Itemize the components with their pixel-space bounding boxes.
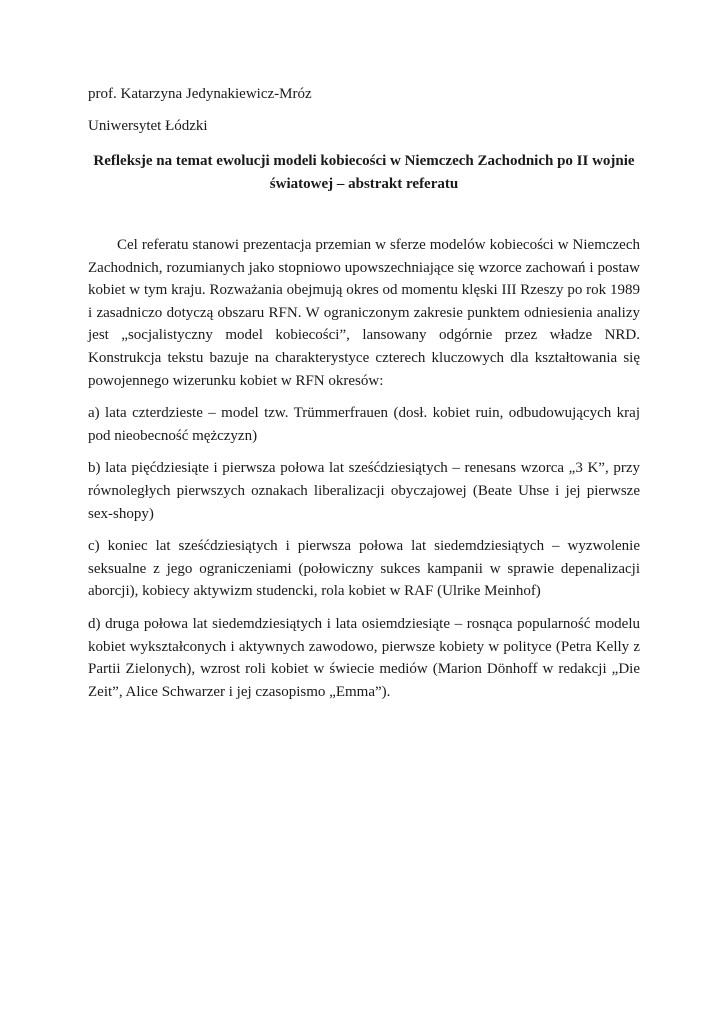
list-item-b: b) lata pięćdziesiąte i pierwsza połowa lat sześćdziesiątych – renesans wzorca „3 K”, przy równoległych pierwszych oznakach liberalizacji obyczajowej (Beate Uhse i jej pierwsze sex-shopy) [88, 460, 640, 522]
author-affiliation: Uniwersytet Łódzki [88, 118, 208, 134]
list-item-a: a) lata czterdzieste – model tzw. Trümmerfrauen (dosł. kobiet ruin, odbudowujących kraj pod nieobecność mężczyzn) [88, 405, 640, 444]
intro-paragraph: Cel referatu stanowi prezentacja przemian w sferze modelów kobiecości w Niemczech Zachodnich, rozumianych jako stopniowo upowszechniające się wzorce zachowań i postaw kobiet w tym kraju. Rozważania obejmują okres od momentu klęski III Rzeszy po rok 1989 i zasadniczo dotyczą obszaru RFN. W ograniczonym zakresie punktem odniesienia analizy jest „socjalistyczny model kobiecości”, lansowany odgórnie przez władze NRD. Konstrukcja tekstu bazuje na charakterystyce czterech kluczowych dla kształtowania się powojennego wizerunku kobiet w RFN okresów: [88, 237, 640, 389]
list-item-c: c) koniec lat sześćdziesiątych i pierwsza połowa lat siedemdziesiątych – wyzwolenie seksualne z jego ograniczeniami (połowiczny sukces kampanii w sprawie depenalizacji aborcji), kobiecy aktywizm studencki, rola kobiet w RAF (Ulrike Meinhof) [88, 538, 640, 600]
list-item-d: d) druga połowa lat siedemdziesiątych i lata osiemdziesiąte – rosnąca popularność modelu kobiet wykształconych i aktywnych zawodowo, pierwsze kobiety w polityce (Petra Kelly z Partii Zielonych), wzrost roli kobiet w świecie mediów (Marion Dönhoff w redakcji „Die Zeit”, Alice Schwarzer i jej czasopismo „Emma”). [88, 615, 640, 700]
document-title: Refleksje na temat ewolucji modeli kobiecości w Niemczech Zachodnich po II wojnie światowej – abstrakt referatu [93, 153, 635, 192]
author-name: prof. Katarzyna Jedynakiewicz-Mróz [88, 86, 312, 102]
document-page [88, 83, 640, 703]
